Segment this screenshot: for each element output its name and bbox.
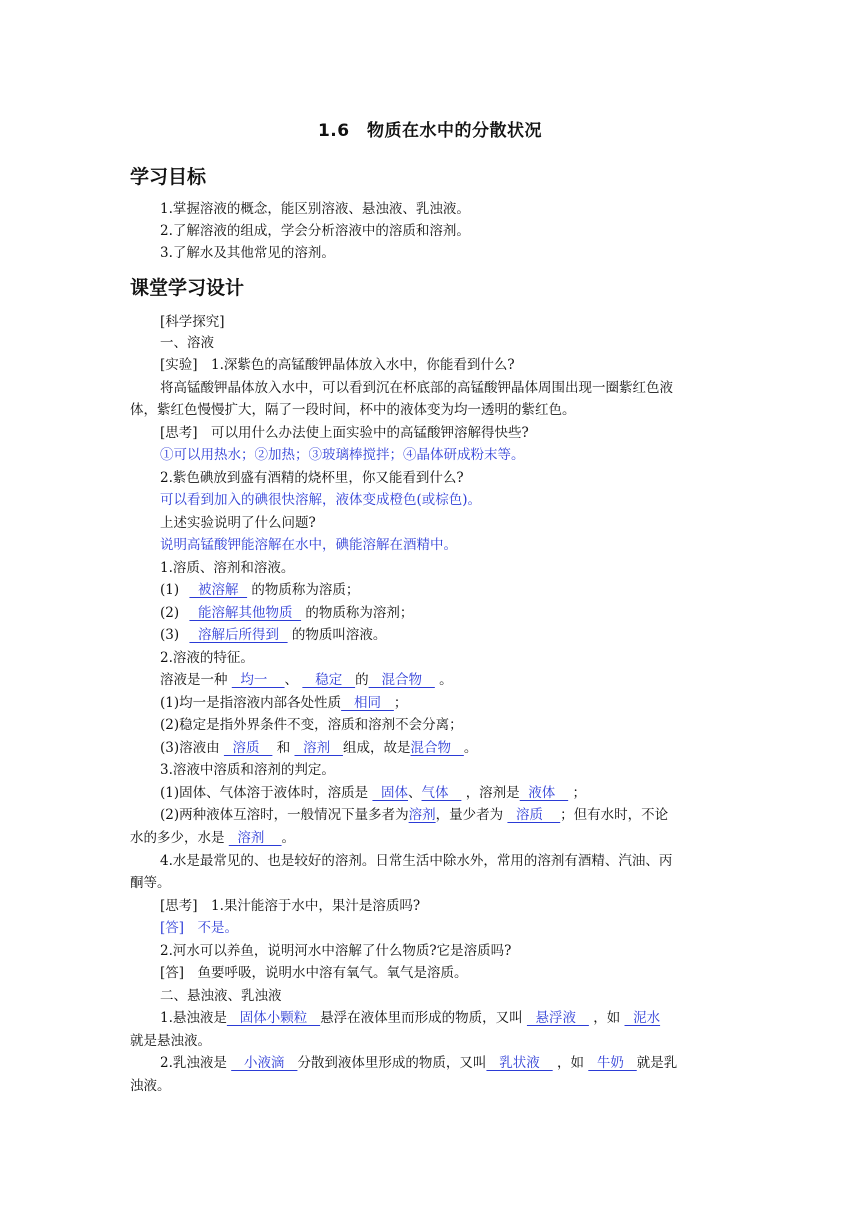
page-title: 1.6 物质在水中的分散状况	[317, 121, 543, 141]
feature-uniform	[160, 693, 407, 715]
line-text: 。	[281, 830, 296, 846]
emulsion-definition-continued: 浊液。	[130, 1078, 171, 1094]
line-text: 2.乳浊液是	[160, 1055, 227, 1071]
think-question-2: [思考] 1.果汁能溶于水中，果汁是溶质吗?	[160, 898, 421, 914]
observation-1-line-1: 将高锰酸钾晶体放入水中，可以看到沉在杯底部的高锰酸钾晶体周围出现一圈紫红色液	[160, 380, 673, 396]
answer-blank: 泥水	[624, 1010, 661, 1026]
question-river: 2.河水可以养鱼，说明河水中溶解了什么物质?它是溶质吗?	[160, 943, 512, 959]
emulsion-definition	[160, 1053, 677, 1075]
science-explore-label: [科学探究]	[160, 314, 225, 330]
subsection-1: 1.溶质、溶剂和溶液。	[160, 560, 295, 576]
learning-goals-heading: 学习目标	[130, 166, 207, 188]
line-text: ；但有水时，不论	[560, 807, 669, 823]
answer-blank: 液体	[519, 785, 569, 801]
line-text: 就是乳	[636, 1055, 678, 1071]
item-number: (3)	[160, 627, 180, 643]
answer-blank: 气体	[421, 785, 462, 801]
definition-solvent	[160, 603, 413, 625]
class-design-heading: 课堂学习设计	[130, 277, 245, 299]
line-text: ，如	[556, 1055, 584, 1071]
line-text: 的	[355, 672, 369, 688]
line-text: 悬浮在液体里而形成的物质，又叫	[320, 1010, 523, 1026]
explain-answer: 说明高锰酸钾能溶解在水中，碘能溶解在酒精中。	[160, 537, 457, 553]
answer-blank: 被溶解	[189, 582, 248, 598]
judge-rule-2-continued	[130, 828, 295, 850]
separator: 、	[284, 672, 299, 688]
answer-blank: 小液滴	[231, 1055, 298, 1071]
answer-blank: 乳状液	[486, 1055, 553, 1071]
observation-1-line-2: 体，紫红色慢慢扩大，隔了一段时间，杯中的液体变为均一透明的紫红色。	[130, 402, 576, 418]
line-text: 。	[463, 740, 478, 756]
line-text: (1)固体、气体溶于液体时，溶质是	[160, 785, 369, 801]
line-text: 分散到液体里形成的物质，又叫	[297, 1055, 487, 1071]
line-text: 组成，故是	[342, 740, 411, 756]
goal-item-3: 3.了解水及其他常见的溶剂。	[160, 245, 335, 261]
line-text: ；	[393, 695, 408, 711]
line-text: 。	[439, 672, 453, 688]
line-text: 1.悬浊液是	[160, 1010, 227, 1026]
line-text: (3)溶液由	[160, 740, 220, 756]
answer-blank: 溶剂	[408, 807, 436, 823]
feature-stable: (2)稳定是指外界条件不变，溶质和溶剂不会分离；	[160, 717, 463, 733]
subsection-3: 3.溶液中溶质和溶剂的判定。	[160, 762, 335, 778]
judge-rule-2	[160, 805, 668, 827]
definition-solute	[160, 580, 359, 602]
line-text: 水的多少，水是	[130, 830, 225, 846]
answer-blank: 均一	[231, 672, 285, 688]
answer-blank: 溶质	[223, 740, 273, 756]
answer-blank: 相同	[341, 695, 394, 711]
line-text: ，量少者为	[435, 807, 504, 823]
line-text: ，如	[593, 1010, 621, 1026]
answer-blank: 悬浮液	[526, 1010, 589, 1026]
answer-blank: 混合物	[410, 740, 464, 756]
answer-river: [答] 鱼要呼吸，说明水中溶有氧气。氧气是溶质。	[160, 965, 468, 981]
line-text: (1)均一是指溶液内部各处性质	[160, 695, 342, 711]
answer-blank: 稳定	[302, 672, 356, 688]
experiment-2: 2.紫色碘放到盛有酒精的烧杯里，你又能看到什么?	[160, 470, 464, 486]
line-text: 溶液是一种	[160, 672, 228, 688]
answer-blank: 能溶解其他物质	[189, 605, 302, 621]
experiment-2-answer: 可以看到加入的碘很快溶解，液体变成橙色(或棕色)。	[160, 492, 482, 508]
part-one-heading: 一、溶液	[160, 335, 214, 351]
line-text: 和	[276, 740, 291, 756]
goal-item-1: 1.掌握溶液的概念，能区别溶液、悬浊液、乳浊液。	[160, 201, 470, 217]
answer-blank: 溶剂	[294, 740, 343, 756]
answer-blank: 牛奶	[588, 1055, 637, 1071]
suspension-definition-continued: 就是悬浊液。	[130, 1033, 211, 1049]
answer-blank: 固体小颗粒	[226, 1010, 321, 1026]
feature-composition	[160, 738, 477, 760]
answer-blank: 固体	[372, 785, 409, 801]
answer-blank: 溶解后所得到	[189, 627, 288, 643]
item-number: (2)	[160, 605, 180, 621]
think-question-1: [思考] 可以用什么办法使上面实验中的高锰酸钾溶解得快些?	[160, 425, 529, 441]
line-text: 的物质叫溶液。	[291, 627, 387, 643]
suspension-definition	[160, 1008, 660, 1030]
judge-rule-1	[160, 783, 586, 805]
goal-item-2: 2.了解溶液的组成，学会分析溶液中的溶质和溶剂。	[160, 223, 470, 239]
item-number: (1)	[160, 582, 180, 598]
line-text: ，溶剂是	[465, 785, 520, 801]
separator: 、	[408, 785, 422, 801]
think-answer-1: ①可以用热水；②加热；③玻璃棒搅拌；④晶体研成粉末等。	[160, 447, 525, 463]
explain-question: 上述实验说明了什么问题?	[160, 515, 316, 531]
line-text: (2)两种液体互溶时，一般情况下量多者为	[160, 807, 409, 823]
line-text: 的物质称为溶剂；	[305, 605, 414, 621]
definition-solution	[160, 625, 386, 647]
think-answer-2: [答] 不是。	[160, 920, 239, 936]
solution-features	[160, 670, 453, 692]
experiment-1: [实验] 1.深紫色的高锰酸钾晶体放入水中，你能看到什么?	[160, 357, 515, 373]
answer-blank: 溶质	[507, 807, 561, 823]
line-text: 的物质称为溶质；	[251, 582, 360, 598]
line-text: ；	[572, 785, 586, 801]
answer-blank: 溶剂	[228, 830, 282, 846]
subsection-2: 2.溶液的特征。	[160, 650, 254, 666]
answer-blank: 混合物	[368, 672, 435, 688]
solvent-note-line-1: 4.水是最常见的、也是较好的溶剂。日常生活中除水外，常用的溶剂有酒精、汽油、丙	[160, 853, 673, 869]
part-two-heading: 二、悬浊液、乳浊液	[160, 988, 282, 1004]
solvent-note-line-2: 酮等。	[130, 875, 171, 891]
